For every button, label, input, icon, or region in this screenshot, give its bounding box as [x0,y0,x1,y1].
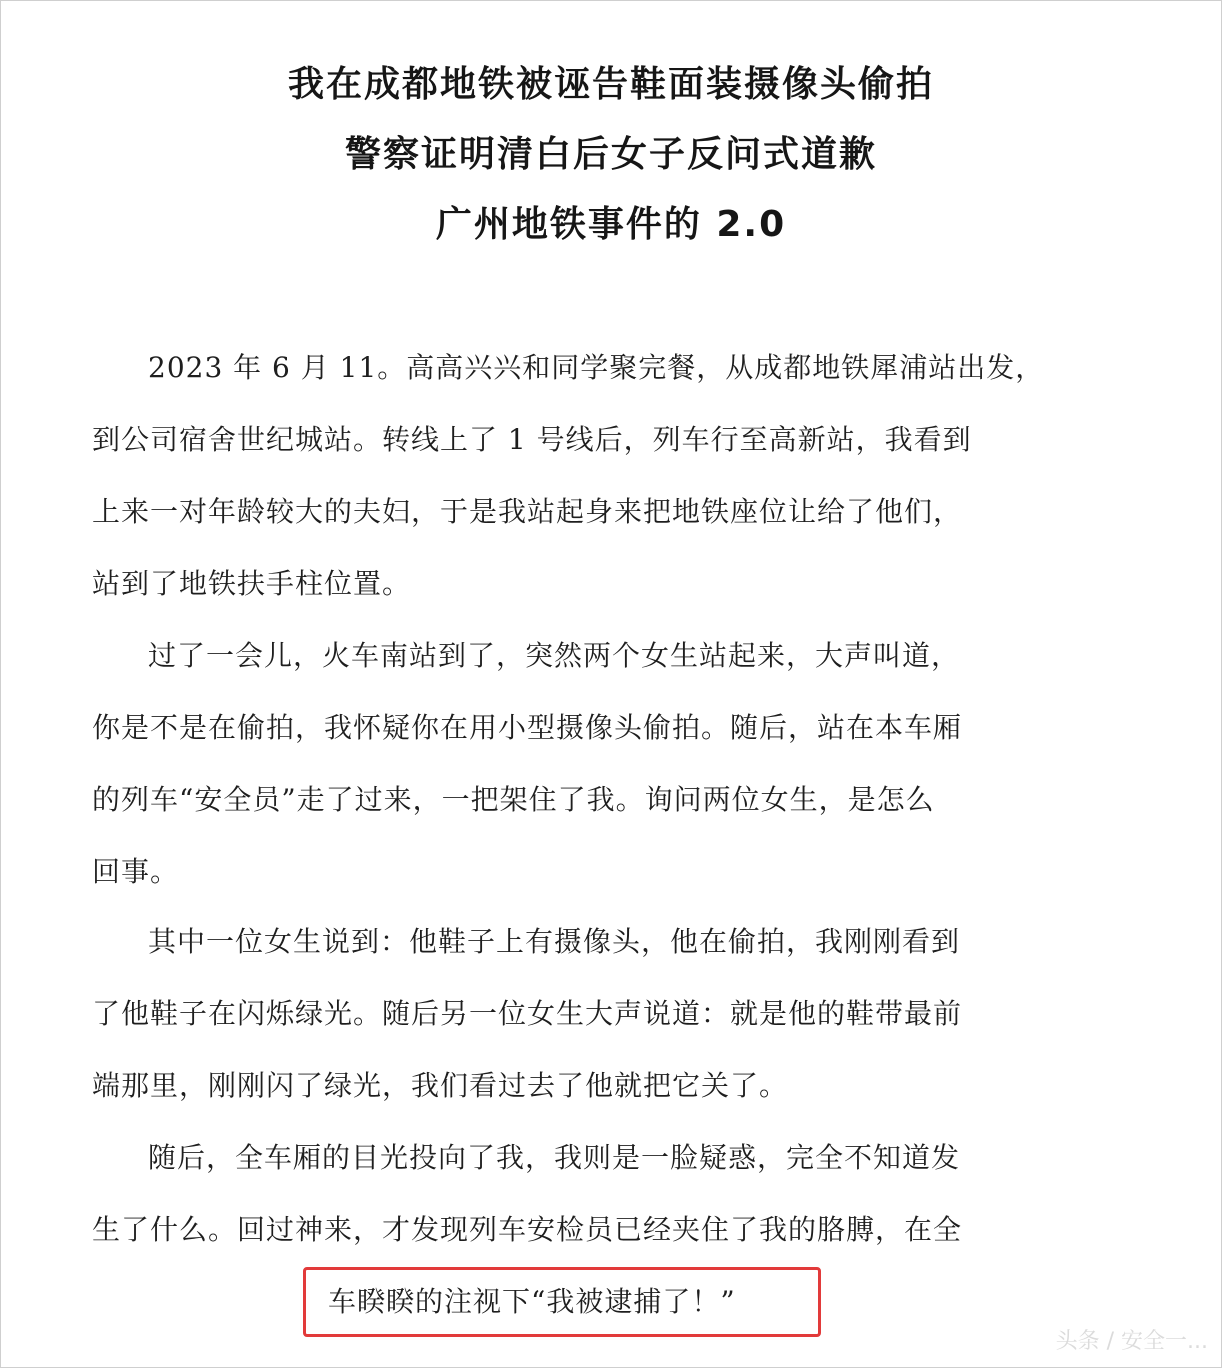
paragraph-line: 其中一位女生说到：他鞋子上有摄像头，他在偷拍，我刚刚看到 [148,925,961,958]
paragraph-line: 生了什么。回过神来，才发现列车安检员已经夹住了我的胳膊，在全 [92,1213,963,1246]
paragraph-line: 站到了地铁扶手柱位置。 [92,567,412,600]
paragraph-line: 的列车“安全员”走了过来，一把架住了我。询问两位女生，是怎么 [92,783,935,816]
paragraph-3 [92,906,1050,1122]
article-title [0,50,1222,260]
watermark-text: 头条 / 安全一... [1055,1329,1208,1354]
title-line-1: 我在成都地铁被诬告鞋面装摄像头偷拍 [287,64,934,105]
paragraph-line: 2023 年 6 月 11。高高兴兴和同学聚完餐，从成都地铁犀浦站出发， [148,351,1045,384]
title-line-2: 警察证明清白后女子反问式道歉 [344,134,877,175]
paragraph-line: 到公司宿舍世纪城站。转线上了 1 号线后，列车行至高新站，我看到 [92,423,972,456]
title-line-3: 广州地铁事件的 2.0 [435,204,787,245]
paragraph-2 [92,620,1050,908]
paragraph-line: 过了一会儿，火车南站到了，突然两个女生站起来，大声叫道， [148,639,961,672]
paragraph-line: 上来一对年龄较大的夫妇，于是我站起身来把地铁座位让给了他们， [92,495,963,528]
paragraph-1 [92,332,1050,620]
paragraph-line: 端那里，刚刚闪了绿光，我们看过去了他就把它关了。 [92,1069,789,1102]
paragraph-4 [92,1122,1050,1266]
paragraph-line: 随后，全车厢的目光投向了我，我则是一脸疑惑，完全不知道发 [148,1141,961,1174]
highlighted-sentence: 车睽睽的注视下“我被逮捕了！” [303,1267,821,1337]
paragraph-line: 回事。 [92,855,180,888]
paragraph-line: 你是不是在偷拍，我怀疑你在用小型摄像头偷拍。随后，站在本车厢 [92,711,963,744]
paragraph-line: 了他鞋子在闪烁绿光。随后另一位女生大声说道：就是他的鞋带最前 [92,997,963,1030]
